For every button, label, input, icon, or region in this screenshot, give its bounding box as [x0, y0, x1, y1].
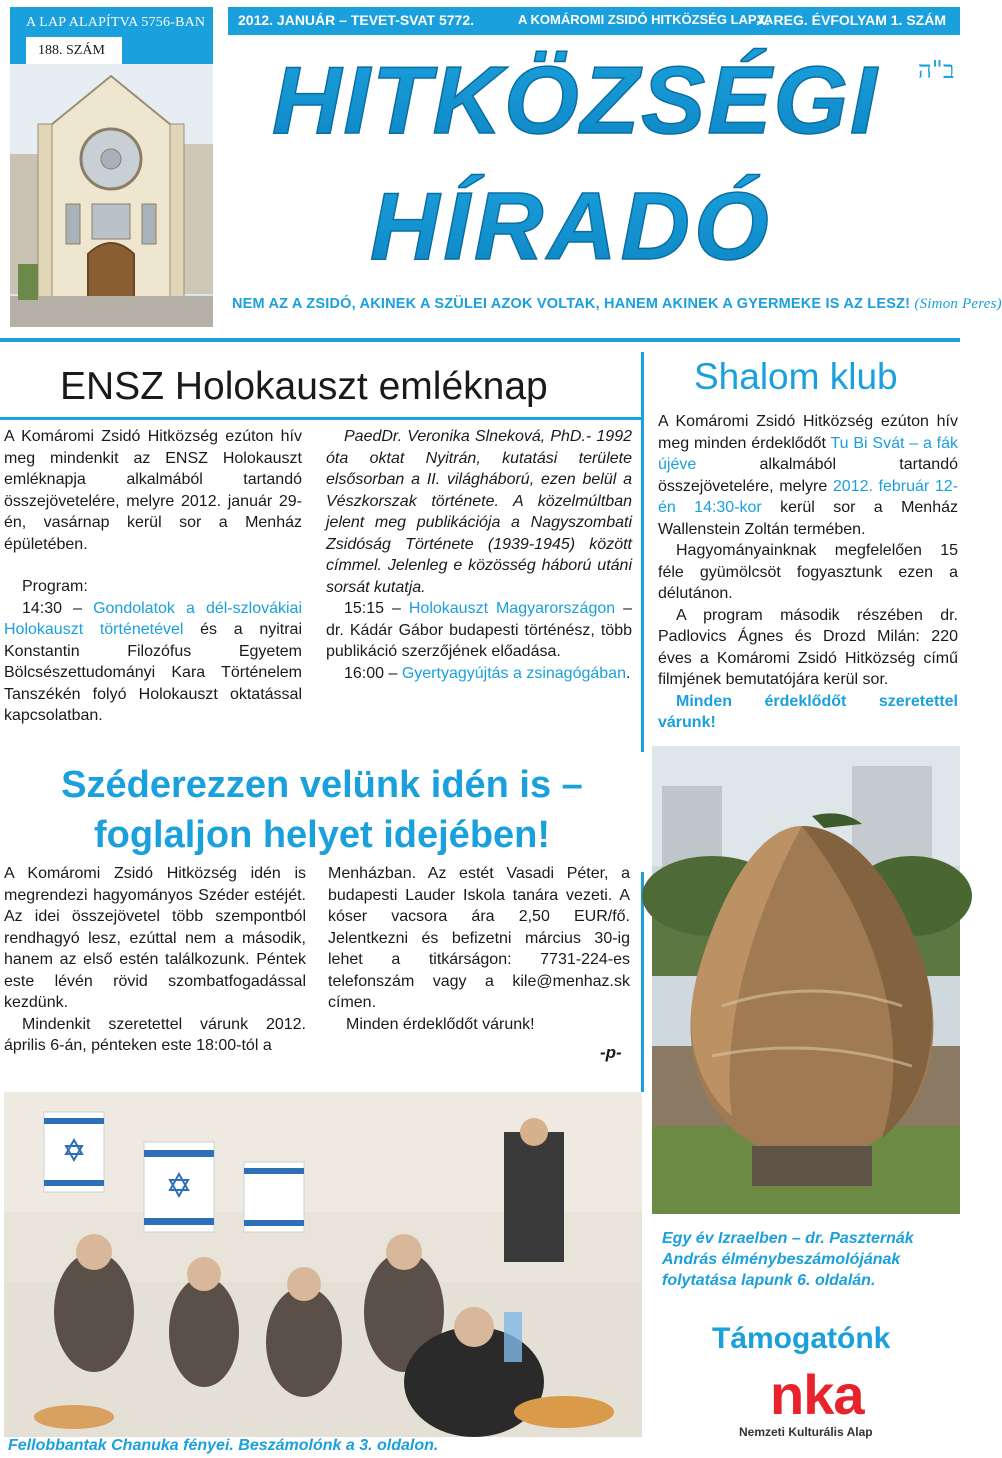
hebrew-bh: ב"ה [918, 56, 955, 84]
issue-number: 188. SZÁM [26, 37, 122, 64]
motto-author: (Simon Peres) [914, 296, 1002, 312]
newspaper-title [250, 45, 890, 280]
ensz-program-item-2 [326, 598, 632, 663]
text: A Komáromi Zsidó Hitközség ezúton hív meg minden érdeklődőt [658, 413, 958, 452]
seder-para-2: Mindenkit szeretettel várunk 2012. április 6-án, pénteken este 18:00-tól a [4, 1015, 306, 1054]
shalom-invite [658, 411, 958, 540]
column-divider [641, 352, 644, 752]
ensz-program-item-3 [326, 663, 632, 685]
supporter-title: Támogatónk [712, 1322, 891, 1355]
column-divider [641, 872, 644, 1092]
text: kerül sor a Menház Wallenstein Zoltán termében. [658, 499, 958, 538]
motto-text: NEM AZ A ZSIDÓ, AKINEK A SZÜLEI AZOK VOLTAK, HANEM AKINEK A GYERMEKE IS AZ LESZ! [232, 296, 911, 312]
seder-headline [52, 760, 592, 860]
ensz-program-label: Program: [22, 578, 88, 595]
seder-headline-line-1: Széderezzen velünk idén is – [61, 764, 583, 806]
highlight: 2012. február 12-én 14:30-kor [658, 477, 959, 516]
masthead-motto [232, 296, 1002, 313]
ensz-divider [0, 417, 641, 420]
seder-para-4: Minden érdeklődőt várunk! [346, 1015, 535, 1033]
pear-photo-caption: Egy év Izraelben – dr. Paszternák András élménybeszámolójának folytatása lapunk 6. oldalán. [662, 1230, 914, 1289]
program-title: Gyertyagyújtás a zsinagógában [401, 664, 626, 682]
volume-label: X. REG. ÉVFOLYAM 1. SZÁM [756, 12, 946, 28]
ensz-program-item-1 [4, 598, 302, 727]
seder-para-1: A Komáromi Zsidó Hitközség idén is megrendezi hagyományos Széder estéjét. Az idei összejövetel több szempontból rendhagyó lesz, ezúttal nem a második, hanem az első estén találkozunk. Péntek este lévén rövid szombatfogadással kezdünk. [4, 865, 306, 1011]
ensz-headline: ENSZ Holokauszt emléknap [60, 365, 548, 408]
masthead-box [10, 7, 213, 327]
synagogue-photo [10, 64, 213, 327]
shalom-para-3: A program második részében dr. Padlovics Ágnes és Drozd Milán: 220 éves a Komáromi Zsidó Hitközség című filmjének bemutatójára kerül sor. [658, 606, 958, 688]
program-time: 14:30 – [22, 599, 94, 617]
ensz-column-2 [326, 426, 632, 684]
event-photo-caption: Fellobbantak Chanuka fényei. Beszámolónk a 3. oldalon. [8, 1437, 439, 1454]
program-description: – dr. Kádár Gábor budapesti történész, több publikáció szerzőjének előadása. [326, 600, 632, 660]
title-line-2: HÍRADÓ [370, 173, 773, 280]
speaker-bio: PaedDr. Veronika Slneková, PhD.- 1992 óta oktat Nyitrán, kutatási területe elsősorban a II. világháború, ezen belül a Vészkorszak története. A közelmúltban jelent meg publikációja a Nagyszombati Zsidóság Története (1939-1945) között címmel. Jelenleg e közösség háború utáni sorsát kutatja. [326, 428, 632, 596]
text: alkalmából tartandó összejövetelére, melyre [658, 456, 958, 495]
founded-label: A LAP ALAPÍTVA 5756-BAN [26, 15, 206, 30]
seder-column-1 [4, 863, 306, 1057]
shalom-para-2: Hagyományainknak megfelelően 15 féle gyümölcsöt fogyasztunk ezen a délutánon. [658, 542, 958, 602]
nka-logo-subtitle: Nemzeti Kulturális Alap [739, 1425, 873, 1439]
chanukah-event-photo [4, 1092, 642, 1437]
ensz-column-1 [4, 426, 302, 727]
program-title: Holokauszt Magyarországon [408, 600, 616, 617]
program-time: 15:15 – [344, 600, 409, 617]
program-title: Gondolatok a dél-szlovákiai Holokauszt történetével [4, 599, 302, 638]
shalom-headline: Shalom klub [694, 356, 898, 397]
seder-headline-line-2: foglaljon helyet idejében! [93, 814, 551, 856]
program-time: 16:00 – [344, 664, 402, 682]
issue-date: 2012. JANUÁR – TEVET-SVAT 5772. [238, 12, 475, 28]
pear-sculpture-photo [652, 746, 960, 1214]
seder-para-3: Menházban. Az estét Vasadi Péter, a budapesti Lauder Iskola tanára vezeti. A kóser vacsora ára 2,50 EUR/fő. Jelentkezni és befizetni március 30-ig lehet a titkárságon: 7731-224-es telefonszám vagy a kile@menhaz.sk címen. [328, 865, 630, 1011]
header-divider [0, 338, 960, 342]
program-description: . [625, 664, 631, 682]
shalom-closing: Minden érdeklődőt szeretettel várunk! [658, 692, 958, 731]
title-line-1: HITKÖZSÉGI [272, 47, 879, 154]
masthead-top-bar [228, 7, 960, 35]
publisher-label: A KOMÁROMI ZSIDÓ HITKÖZSÉG LAPJA [518, 12, 774, 27]
nka-logo: nka [770, 1363, 864, 1426]
shalom-column [658, 411, 958, 734]
highlight: Tu Bi Svát – a fák újéve [658, 434, 958, 473]
program-description: és a nyitrai Konstantin Filozófus Egyetem Bölcsészettudományi Kara Történelem Tanszékén folyó Holokauszt oktatással kapcsolatban. [4, 621, 303, 724]
author-signature: -p- [600, 1043, 622, 1062]
ensz-intro: A Komáromi Zsidó Hitközség ezúton hív meg mindenkit az ENSZ Holokauszt emléknapja alkalmából tartandó összejövetelére, melyre 2012. január 29-én, vasárnap kerül sor a Menház épületében. [4, 428, 302, 553]
seder-column-2 [328, 863, 630, 1035]
